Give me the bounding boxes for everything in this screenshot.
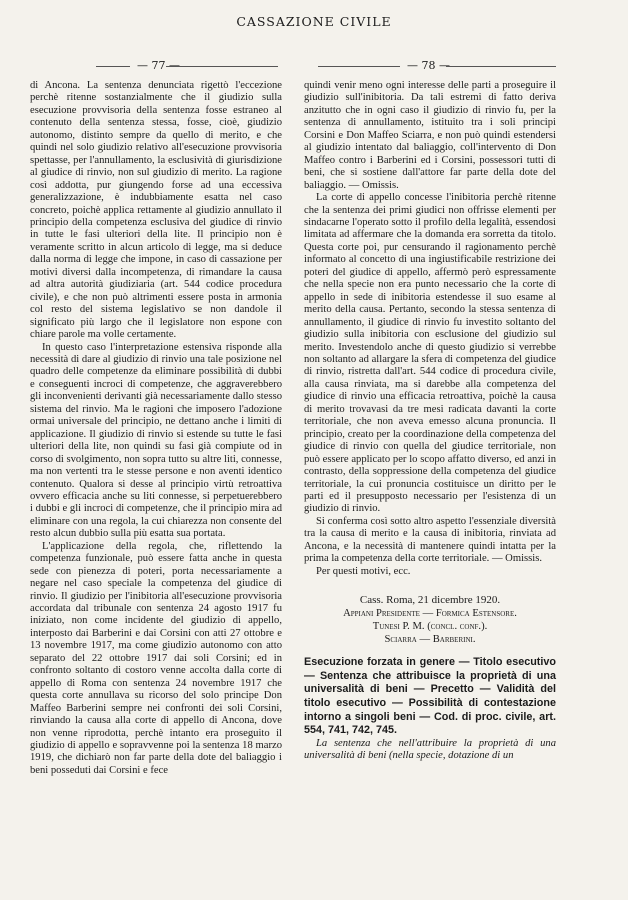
- paragraph: La corte di appello concesse l'inibitoria perchè ritenne che la sentenza dei primi giudici non offrisse elementi per sindacarne l'operato sotto il profilo della legalità, essendosi limitata ad affermare che la domanda era sorretta da titolo. Questa corte poi, pur censurando il ragionamento perchè informato al concetto di una ingiustificabile restrizione dei poteri del giudice di appello, affermò però espressamente che nella specie non era punto necessario che la corte di appello in sede di inibitoria estendesse il suo esame al merito della causa. Pertanto, secondo la stessa sentenza di annullamento, il giudice di rinvio fu investito soltanto del giudizio sulla inibitoria con esclusione del giudizio sul merito. Investendolo anche di questo giudizio si verrebbe non soltanto ad allargare la sfera di competenza del giudice di rinvio, ristretta dall'art. 544 codice di procedura civile, alla causa rinviata, ma si darebbe alla competenza del giudice di rinvio una efficacia retroattiva, poichè la causa di merito trovavasi da tre mesi radicata davanti la corte territoriale, che non aveva emesso alcuna pronuncia. Il principio, creato per la coordinazione della competenza del giudice di rinvio con quella del giudice territoriale, non può essere applicato per lo scopo affatto diverso, ed anzi in contrasto, della soppressione della competenza del giudice territoriale, la cui pronuncia costituisce un diritto per le parti ed il presupposto necessario per l'esistenza di un giudizio di rinvio.: [304, 192, 556, 515]
- paragraph: Per questi motivi, ecc.: [316, 565, 411, 577]
- paragraph: L'applicazione della regola, che, riflettendo la competenza funzionale, può essere fatta anche in questa sede con pienezza di poteri, porta necessariamente a negare nel caso speciale la competenza del giudice di rinvio. Il giudizio per l'inibitoria all'esecuzione provvisoria accordata dal tribunale con sentenza 24 agosto 1917 fu iniziato, non come incidente del giudizio di appello, interposto dai Barberini e dai Corsini con atti 27 ottobre e 13 novembre 1917, ma come giudizio autonomo con atto separato del 22 ottobre 1917 dai soli Corsini; ed in confronto soltanto di costoro venne accolta dalla corte di appello di Roma con sentenza 24 novembre 1917 che questa corte annullava su ricorso del solo principe Don Maffeo Barberini sempre nei confronti dei soli Corsini, rinviando la causa alla corte di appello di Ancona, dove non venne riprodotta, perchè intanto era proseguito il giudizio di appello e sopravvenne poi la sentenza 18 marzo 1919, che dichiarò non far parte della dote del baliaggio i beni posseduti dai Corsini e fece: [30, 540, 282, 776]
- header-rule-right-b: [446, 66, 556, 67]
- left-column: [30, 80, 282, 777]
- paragraph: Si conferma così sotto altro aspetto l'essenziale diversità tra la causa di merito e la causa di inibitoria, rinviata ad Ancona, e la necessità di mantenere quindi intatta per la prima la competenza della corte territoriale. — Omissis.: [304, 515, 556, 565]
- case-summary: La sentenza che nell'attribuire la proprietà di una universalità di beni (nella specie, dotazione di un: [304, 737, 556, 762]
- paragraph: quindi venir meno ogni interesse delle parti a proseguire il giudizio sull'inibitoria. Da tali estremi di fatto deriva anzitutto che in ogni caso il giudizio di rinvio fu, per la sentenza di annullamento, istituito tra i soli principi Corsini e Don Maffeo Sciarra, e non può quindi estendersi al giudizio intentato dal baliaggio, coll'intervento di Don Maffeo contro i Barberini ed i Corsini, possessori tutti di beni, che si sostiene dall'attore far parte della dote del baliaggio. — Omissis.: [304, 80, 556, 191]
- case-judges: Appiani Presidente — Formica Estensore.: [343, 608, 517, 620]
- right-column: [304, 80, 556, 763]
- page-number-left: — 77 —: [137, 59, 180, 72]
- header-rule-left-a: [96, 66, 130, 67]
- page-number-right: — 78 —: [407, 59, 450, 72]
- case-pm: Tunesi P. M. (concl. conf.).: [372, 621, 488, 633]
- running-head: CASSAZIONE CIVILE: [236, 14, 392, 29]
- header-rule-right-a: [318, 66, 400, 67]
- header-rule-left-b: [166, 66, 278, 67]
- case-parties: Sciarra — Barberini.: [384, 634, 476, 646]
- case-maxim: Esecuzione forzata in genere — Titolo esecutivo — Sentenza che attribuisce la proprietà di una universalità di beni — Precetto — Validità del titolo esecutivo — Possibilità di contestazione intorno a singoli beni — Cod. di proc. civile, art. 554, 741, 742, 745.: [304, 656, 556, 737]
- case-heading: [304, 594, 556, 646]
- case-date: Cass. Roma, 21 dicembre 1920.: [359, 594, 501, 607]
- paragraph: di Ancona. La sentenza denunciata rigettò l'eccezione perchè ritenne sostanzialmente che il giudizio sulla esecuzione provvisoria della sentenza fosse estraneo al contenuto della sentenza stessa, fosse, cioè, giudizio autonomo, distinto sempre da quello di merito, e che quindi nel solo giudizio relativo all'esecuzione provvisoria spettasse, per l'annullamento, la esclusività di giurisdizione al giudice di rinvio, non sul giudizio di merito. La ragione così addotta, pur giungendo forse ad una eccessiva generalizzazione, è indubbiamente esatta nel caso concreto, poichè applica rettamente al giudizio annullato il principio della competenza esclusiva del giudice di rinvio in tutte le fasi ulteriori della lite. Il principio non è veramente scritto in alcun articolo di legge, ma si deduce dalla norma di legge che impone, in caso di cassazione per motivi diversi dalla incompetenza, di rimandare la causa ad altra autorità giudiziaria (art. 544 codice procedura civile), e che non può altrimenti essere posta in armonia col resto del sistema legislativo se non dandole il significato più largo che il legislatore non espone con chiare parole ma volle certamente.: [30, 80, 282, 341]
- paragraph: In questo caso l'interpretazione estensiva risponde alla necessità di dare al giudizio di rinvio una tale posizione nel quadro delle competenze da eliminare possibilità di dubbi e conseguenti incroci di competenze, che aggraverebbero gli inconvenienti derivanti già necessariamente dallo stesso sistema del rinvio. Ma le ragioni che imposero l'adozione ormai universale del principio, ne dettano anche i limiti di applicazione. Il giudizio di rinvio si estende su tutte le fasi ulteriori della lite, non quindi su fasi già compiute od in corso di svolgimento, non sopra tutto su altre liti, connesse, ma non vertenti tra le stesse persone e non aventi identico contenuto. Qualora si desse al principio virtù retroattiva ovvero efficacia anche su liti connesse, si perpetuerebbero i dubbi e gli incroci di competenze, che il principio mira ad eliminare con una regola, la cui chiarezza non consente del resto alcun dubbio sulla più esatta sua portata.: [30, 341, 282, 540]
